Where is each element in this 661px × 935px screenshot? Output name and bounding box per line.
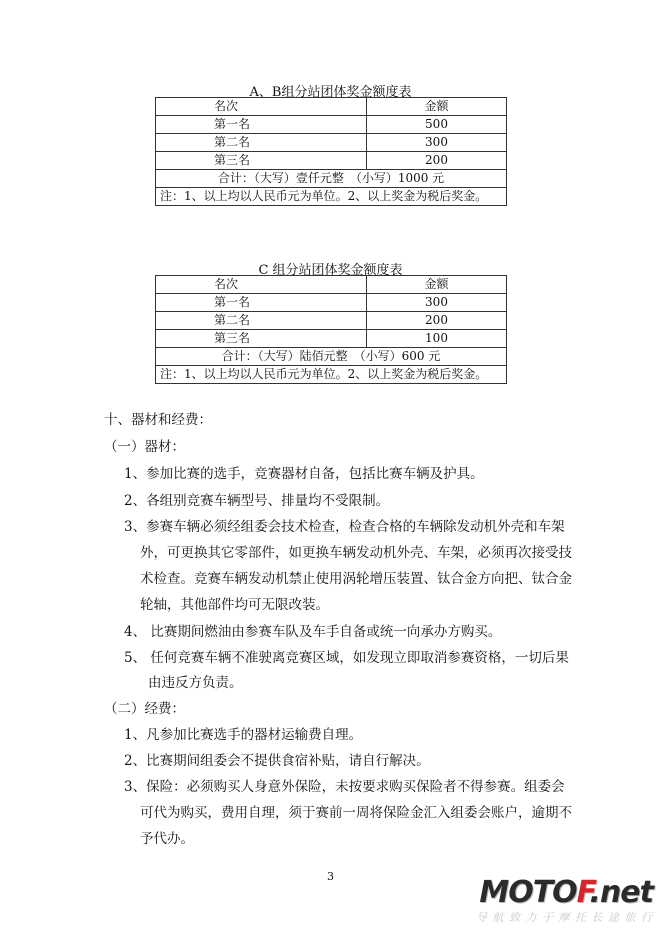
rank-cell: 第三名 [156, 330, 367, 348]
table-row [156, 330, 507, 348]
paragraph-line: 3、参赛车辆必须经组委会技术检查，检查合格的车辆除发动机外壳和车架 [124, 519, 565, 535]
paragraph-line: 2、各组别竞赛车辆型号、排量均不受限制。 [124, 493, 390, 509]
paragraph-line: 1、凡参加比赛选手的器材运输费自理。 [124, 727, 363, 743]
paragraph-line: 外，可更换其它零部件，如更换车辆发动机外壳、车架，必须再次接受技 [140, 545, 572, 561]
total-cell: 合计：（大写）壹仟元整 （小写）1000 元 [156, 170, 507, 188]
amount-cell: 100 [367, 330, 507, 348]
logo-main-text: MOTO [479, 875, 577, 910]
logo-tail-text: .net [589, 875, 653, 910]
watermark-logo [476, 875, 653, 925]
paragraph-line: 4、 比赛期间燃油由参赛车队及车手自备或统一向承办方购买。 [124, 624, 502, 640]
table-header-cell: 名次 [156, 98, 367, 116]
table-row [156, 188, 507, 206]
logo-tagline: 导 航 致 力 于 摩 托 长 途 旅 行 [476, 911, 653, 924]
page-number: 3 [327, 870, 334, 883]
table-c-caption: C 组分站团体奖金额度表 [258, 263, 403, 278]
amount-cell: 500 [367, 116, 507, 134]
table-row [156, 170, 507, 188]
subsection-title-equipment: （一）器材： [104, 439, 185, 455]
paragraph-line: 术检查。竞赛车辆发动机禁止使用涡轮增压装置、钛合金方向把、钛合金 [140, 571, 572, 587]
rank-cell: 第一名 [156, 294, 367, 312]
paragraph-line: 5、 任何竞赛车辆不准驶离竞赛区域，如发现立即取消参赛资格，一切后果 [124, 650, 569, 666]
paragraph-line: 予代办。 [140, 831, 194, 847]
table-row [156, 152, 507, 170]
amount-cell: 300 [367, 134, 507, 152]
table-c [155, 275, 507, 384]
table-row [156, 276, 507, 294]
subsection-title-funding: （二）经费： [104, 701, 185, 717]
table-ab-caption: A、B组分站团体奖金额度表 [249, 85, 412, 100]
paragraph-line: 2、比赛期间组委会不提供食宿补贴，请自行解决。 [124, 753, 430, 769]
paragraph-line: 1、参加比赛的选手，竞赛器材自备，包括比赛车辆及护具。 [124, 466, 484, 482]
table-row [156, 134, 507, 152]
total-cell: 合计：（大写）陆佰元整 （小写）600 元 [156, 348, 507, 366]
rank-cell: 第二名 [156, 134, 367, 152]
motof-logo [476, 875, 653, 910]
table-header-cell: 名次 [156, 276, 367, 294]
table-row [156, 366, 507, 384]
paragraph-line: 轮轴，其他部件均可无限改装。 [140, 597, 329, 613]
section-title: 十、器材和经费： [104, 412, 212, 428]
table-header-cell: 金额 [367, 276, 507, 294]
note-cell: 注：1、以上均以人民币元为单位。2、以上奖金为税后奖金。 [156, 366, 507, 384]
paragraph-line: 由违反方负责。 [148, 675, 243, 691]
table-row [156, 294, 507, 312]
paragraph-line: 3、保险：必须购买人身意外保险，未按要求购买保险者不得参赛。组委会 [124, 779, 565, 795]
logo-accent-text: F [576, 875, 590, 910]
amount-cell: 200 [367, 312, 507, 330]
rank-cell: 第二名 [156, 312, 367, 330]
note-cell: 注：1、以上均以人民币元为单位。2、以上奖金为税后奖金。 [156, 188, 507, 206]
table-row [156, 98, 507, 116]
paragraph-line: 可代为购买，费用自理，须于赛前一周将保险金汇入组委会账户，逾期不 [140, 805, 572, 821]
table-row [156, 312, 507, 330]
amount-cell: 300 [367, 294, 507, 312]
table-row [156, 348, 507, 366]
amount-cell: 200 [367, 152, 507, 170]
rank-cell: 第三名 [156, 152, 367, 170]
table-header-cell: 金额 [367, 98, 507, 116]
table-row [156, 116, 507, 134]
rank-cell: 第一名 [156, 116, 367, 134]
table-ab [155, 97, 507, 206]
